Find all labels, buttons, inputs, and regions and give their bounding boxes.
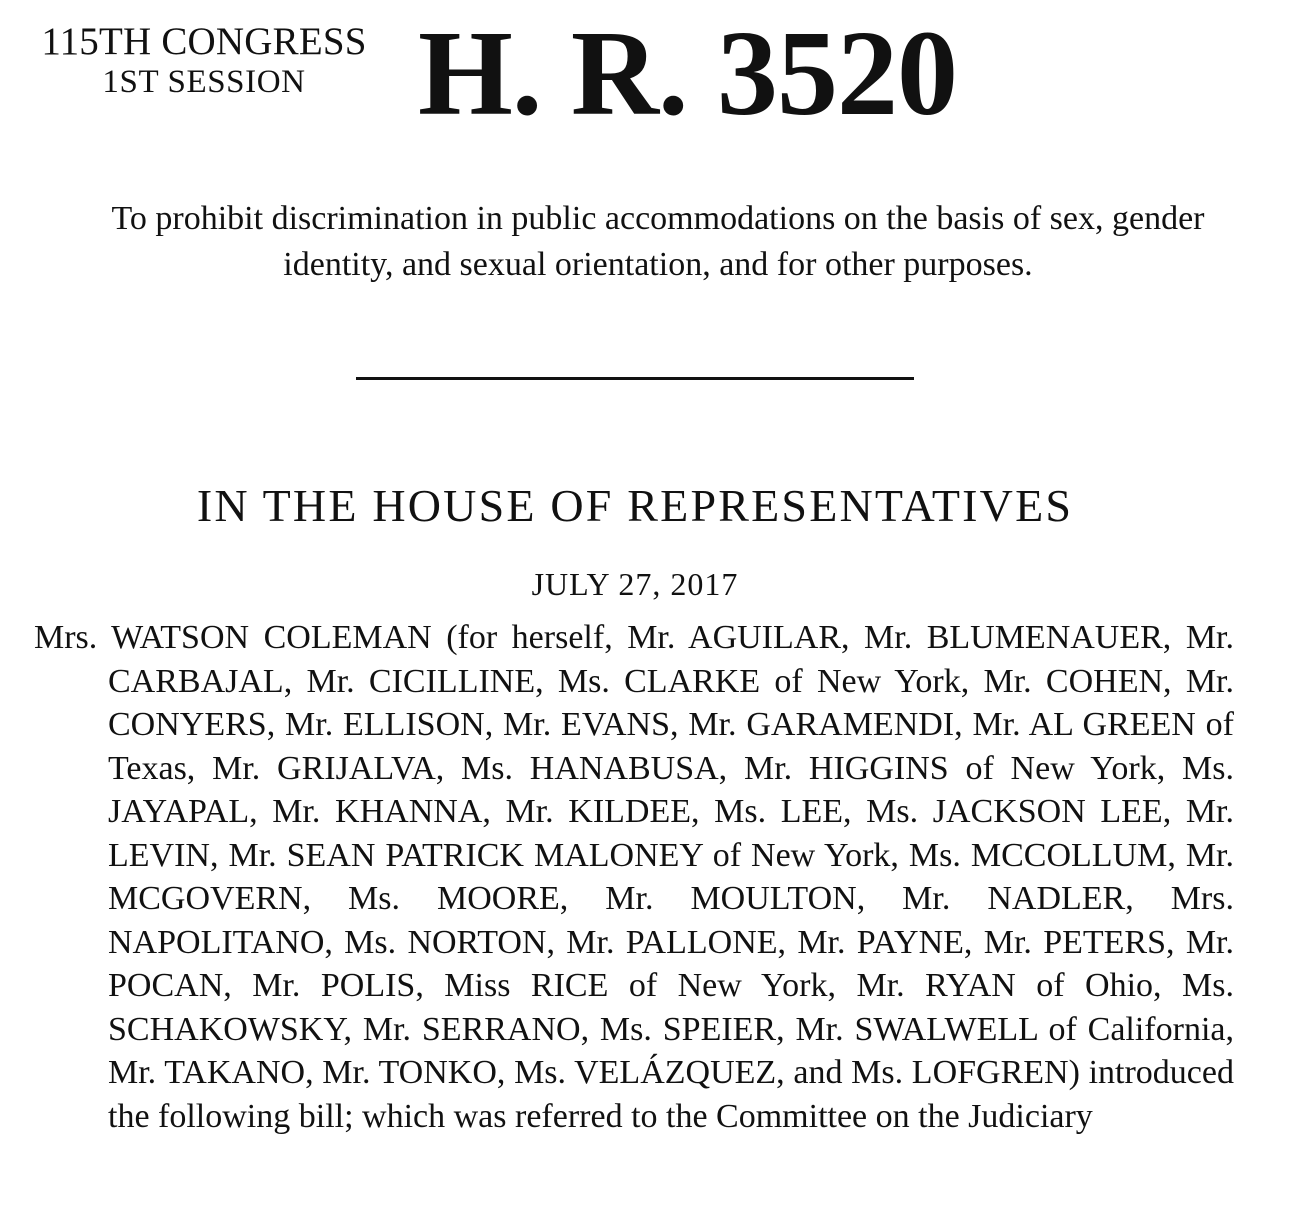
sponsors-introduction-paragraph: Mrs. WATSON COLEMAN (for herself, Mr. AGUILAR, Mr. BLUMENAUER, Mr. CARBAJAL, Mr. CICILLINE, Ms. CLARKE of New York, Mr. COHEN, Mr. CONYERS, Mr. ELLISON, Mr. EVANS, Mr. GARAMENDI, Mr. AL GREEN of Texas, Mr. GRIJALVA, Ms. HANABUSA, Mr. HIGGINS of New York, Ms. JAYAPAL, Mr. KHANNA, Mr. KILDEE, Ms. LEE, Ms. JACKSON LEE, Mr. LEVIN, Mr. SEAN PATRICK MALONEY of New York, Ms. MCCOLLUM, Mr. MCGOVERN, Ms. MOORE, Mr. MOULTON, Mr. NADLER, Mrs. NAPOLITANO, Ms. NORTON, Mr. PALLONE, Mr. PAYNE, Mr. PETERS, Mr. POCAN, Mr. POLIS, Miss RICE of New York, Mr. RYAN of Ohio, Ms. SCHAKOWSKY, Mr. SERRANO, Ms. SPEIER, Mr. SWALWELL of California, Mr. TAKANO, Mr. TONKO, Ms. VELÁZQUEZ, and Ms. LOFGREN) introduced the following bill; which was referred to the Committee on the Judiciary: [34, 619, 1234, 1135]
title-divider-rule: [356, 377, 914, 380]
session-label: 1ST SESSION: [102, 64, 306, 100]
introduction-date: JULY 27, 2017: [531, 566, 739, 602]
bill-number: H. R. 3520: [418, 6, 957, 141]
bill-purpose: To prohibit discrimination in public accommodations on the basis of sex, gender identity, and sexual orientation, and for other purposes.: [111, 200, 1205, 283]
congress-session-block: [34, 22, 374, 102]
chamber-heading: IN THE HOUSE OF REPRESENTATIVES: [196, 480, 1074, 531]
congress-label: 115TH CONGRESS: [41, 20, 367, 63]
